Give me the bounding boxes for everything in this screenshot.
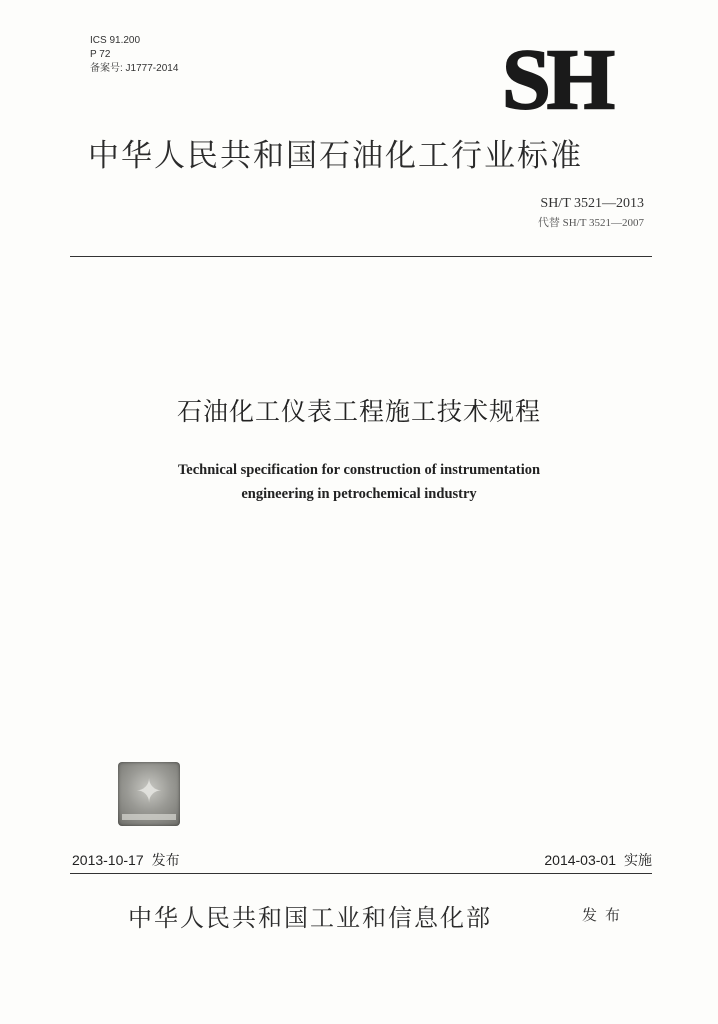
- issuing-label: 发布: [582, 906, 629, 924]
- effective-date-group: [544, 850, 652, 870]
- publish-date-group: [72, 850, 180, 870]
- standard-category-title: 中华人民共和国石油化工行业标准: [88, 138, 583, 174]
- classification-code: P 72: [90, 49, 111, 60]
- header-divider: [70, 256, 652, 257]
- effective-label: 实施: [624, 852, 652, 868]
- stamp-band: [122, 814, 176, 820]
- anti-counterfeit-stamp: [118, 762, 180, 826]
- document-title-cn: 石油化工仪表工程施工技术规程: [176, 397, 541, 426]
- document-title-en-line2: engineering in petrochemical industry: [241, 486, 477, 502]
- header-metadata: [90, 34, 178, 76]
- ics-code: ICS 91.200: [90, 35, 141, 46]
- effective-date: 2014-03-01: [544, 852, 616, 868]
- stamp-seal-icon: ✦: [135, 772, 163, 810]
- publish-label: 发布: [151, 852, 180, 868]
- standard-replaces: 代替 SH/T 3521—2007: [537, 217, 644, 229]
- footer-divider: [70, 873, 652, 874]
- filing-number: 备案号: J1777-2014: [90, 63, 179, 74]
- issuing-authority: 中华人民共和国工业和信息化部: [128, 904, 492, 932]
- sh-logo-text: SH: [502, 31, 611, 127]
- standard-number: SH/T 3521—2013: [540, 196, 644, 211]
- document-title-en-line1: Technical specification for construction of instrumentation: [177, 462, 541, 478]
- document-title-en: [0, 458, 718, 506]
- publish-date: 2013-10-17: [72, 852, 144, 868]
- sh-logo: [502, 31, 644, 127]
